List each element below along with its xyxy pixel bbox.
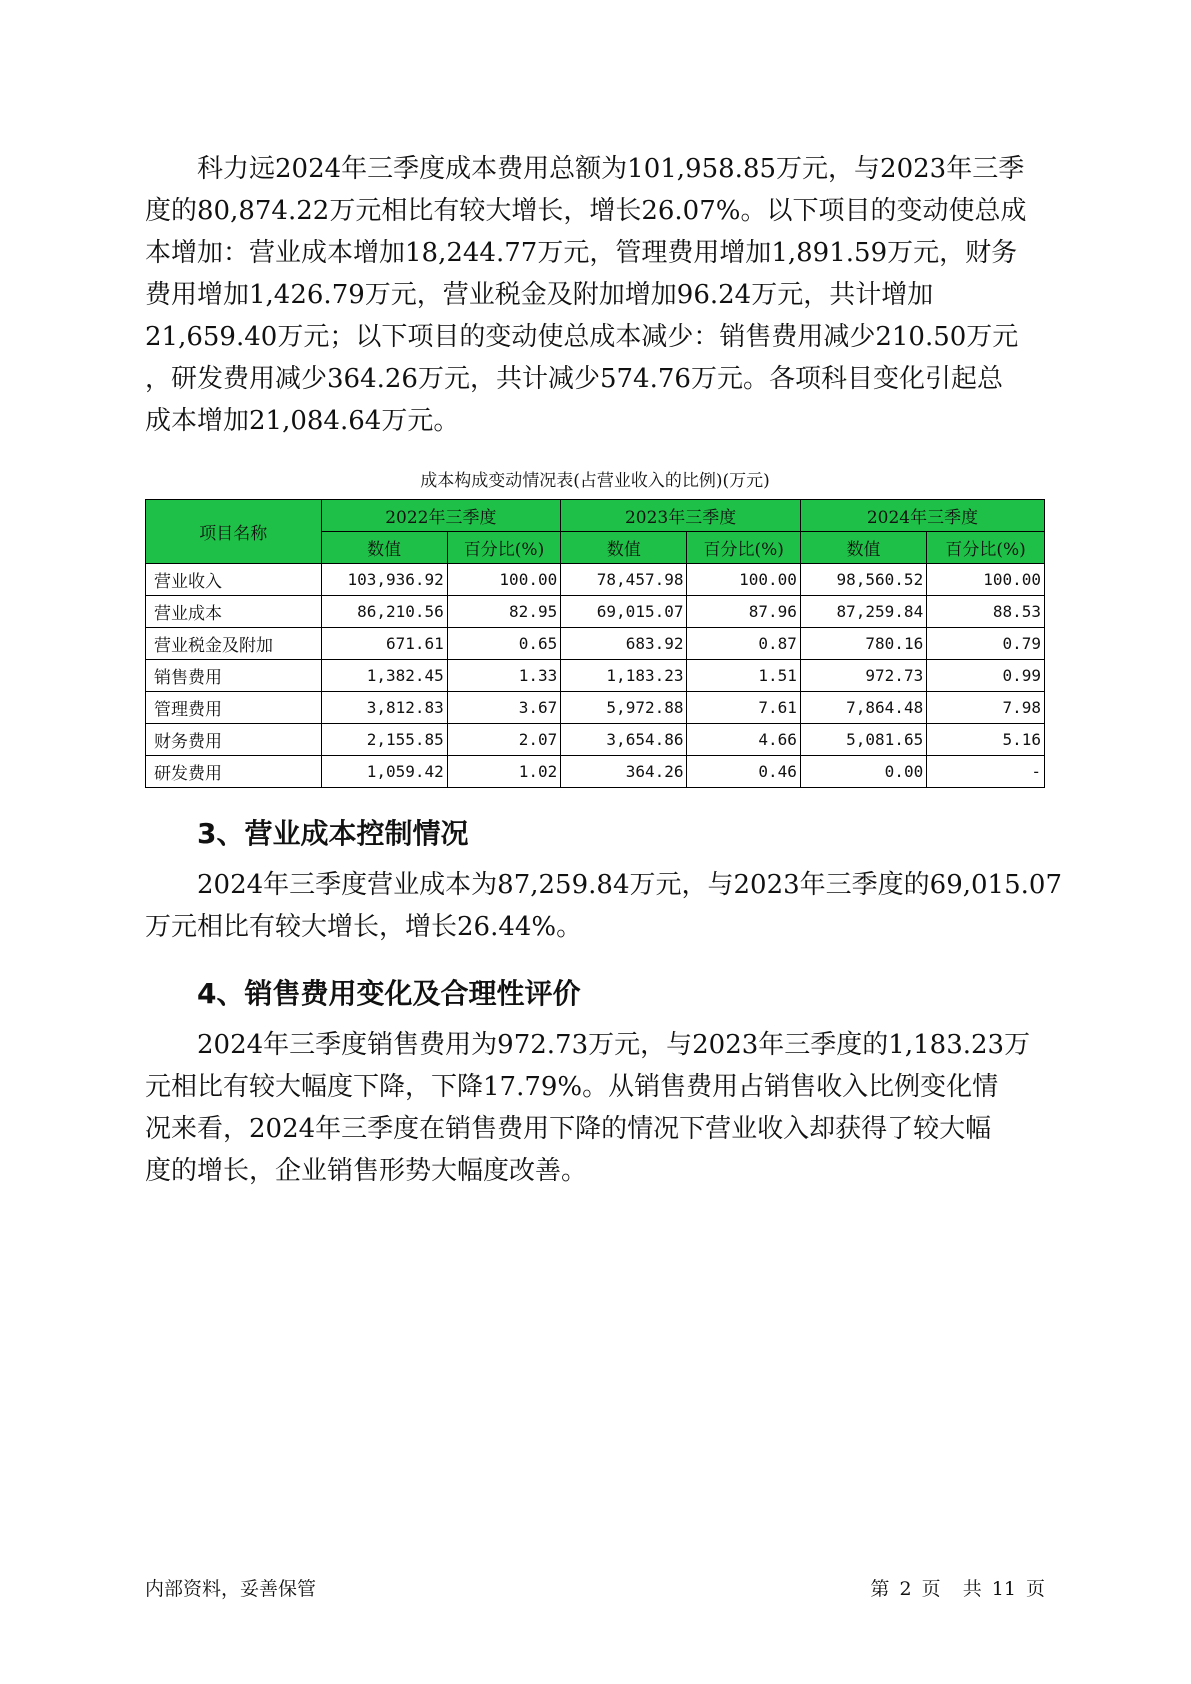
header-period: 2022年三季度 [321, 500, 561, 532]
section3-line: 万元相比有较大增长，增长26.44%。 [145, 912, 583, 942]
cell-value: 7,864.48 [800, 692, 926, 724]
cell-percent: 0.65 [447, 628, 560, 660]
section-heading: 3、营业成本控制情况 [197, 817, 469, 850]
cell-percent: 7.61 [687, 692, 800, 724]
section4-line: 元相比有较大幅度下降，下降17.79%。从销售费用占销售收入比例变化情 [145, 1072, 999, 1102]
page-current: 2 [899, 1578, 912, 1600]
cell-value: 1,382.45 [321, 660, 447, 692]
cell-value: 3,812.83 [321, 692, 447, 724]
subheader-percent: 百分比(%) [687, 532, 800, 564]
cell-percent: 5.16 [927, 724, 1045, 756]
cell-percent: 0.99 [927, 660, 1045, 692]
table-row [146, 756, 1045, 788]
section-heading: 4、销售费用变化及合理性评价 [197, 977, 581, 1010]
cell-percent: 1.51 [687, 660, 800, 692]
header-item-name: 项目名称 [146, 500, 322, 564]
cell-percent: 100.00 [687, 564, 800, 596]
cell-percent: 1.02 [447, 756, 560, 788]
intro-line: 费用增加1,426.79万元，营业税金及附加增加96.24万元，共计增加 [145, 280, 934, 310]
section3-paragraph [145, 864, 1062, 948]
subheader-percent: 百分比(%) [927, 532, 1045, 564]
section3-line: 2024年三季度营业成本为87,259.84万元，与2023年三季度的69,015.07 [197, 870, 1062, 900]
header-period: 2024年三季度 [800, 500, 1044, 532]
cell-value: 86,210.56 [321, 596, 447, 628]
cell-value: 98,560.52 [800, 564, 926, 596]
row-name: 管理费用 [146, 692, 322, 724]
cell-percent: - [927, 756, 1045, 788]
cell-percent: 0.87 [687, 628, 800, 660]
section4-paragraph [145, 1024, 1045, 1192]
page-prefix: 第 [870, 1578, 890, 1600]
row-name: 营业收入 [146, 564, 322, 596]
table-row [146, 628, 1045, 660]
intro-line: 科力远2024年三季度成本费用总额为101,958.85万元，与2023年三季 [197, 154, 1025, 184]
cell-value: 780.16 [800, 628, 926, 660]
row-name: 营业税金及附加 [146, 628, 322, 660]
footer-confidential-note: 内部资料，妥善保管 [145, 1578, 317, 1600]
cell-value: 5,081.65 [800, 724, 926, 756]
row-name: 销售费用 [146, 660, 322, 692]
cell-percent: 3.67 [447, 692, 560, 724]
row-name: 营业成本 [146, 596, 322, 628]
intro-line: ，研发费用减少364.26万元，共计减少574.76万元。各项科目变化引起总 [145, 364, 1003, 394]
cell-value: 0.00 [800, 756, 926, 788]
cost-structure-table [145, 499, 1045, 788]
cell-value: 5,972.88 [561, 692, 687, 724]
intro-paragraph [145, 148, 1045, 442]
table-row [146, 692, 1045, 724]
cell-value: 87,259.84 [800, 596, 926, 628]
total-prefix: 共 [962, 1578, 982, 1600]
page-total: 11 [991, 1578, 1016, 1600]
cell-value: 972.73 [800, 660, 926, 692]
intro-line: 度的80,874.22万元相比有较大增长，增长26.07%。以下项目的变动使总成 [145, 196, 1027, 226]
cell-percent: 4.66 [687, 724, 800, 756]
page-footer [145, 1574, 1045, 1601]
subheader-percent: 百分比(%) [447, 532, 560, 564]
table-caption: 成本构成变动情况表(占营业收入的比例)(万元) [420, 471, 770, 491]
cell-percent: 82.95 [447, 596, 560, 628]
section4-line: 2024年三季度销售费用为972.73万元，与2023年三季度的1,183.23万 [197, 1030, 1031, 1060]
row-name: 研发费用 [146, 756, 322, 788]
row-name: 财务费用 [146, 724, 322, 756]
cell-value: 683.92 [561, 628, 687, 660]
subheader-value: 数值 [800, 532, 926, 564]
table-row [146, 660, 1045, 692]
intro-line: 本增加：营业成本增加18,244.77万元，管理费用增加1,891.59万元，财务 [145, 238, 1018, 268]
intro-line: 21,659.40万元；以下项目的变动使总成本减少：销售费用减少210.50万元 [145, 322, 1019, 352]
cell-value: 1,183.23 [561, 660, 687, 692]
table-row [146, 596, 1045, 628]
cell-percent: 0.46 [687, 756, 800, 788]
table-header-row [146, 500, 1045, 532]
cell-value: 364.26 [561, 756, 687, 788]
cell-percent: 2.07 [447, 724, 560, 756]
cell-value: 2,155.85 [321, 724, 447, 756]
cell-percent: 100.00 [927, 564, 1045, 596]
section4-line: 况来看，2024年三季度在销售费用下降的情况下营业收入却获得了较大幅 [145, 1114, 992, 1144]
cell-value: 78,457.98 [561, 564, 687, 596]
cell-percent: 0.79 [927, 628, 1045, 660]
table-row [146, 724, 1045, 756]
table-row [146, 564, 1045, 596]
cell-value: 3,654.86 [561, 724, 687, 756]
cell-percent: 88.53 [927, 596, 1045, 628]
cell-percent: 87.96 [687, 596, 800, 628]
cell-value: 1,059.42 [321, 756, 447, 788]
document-page [145, 148, 1062, 1192]
cell-percent: 7.98 [927, 692, 1045, 724]
cell-value: 69,015.07 [561, 596, 687, 628]
cell-percent: 1.33 [447, 660, 560, 692]
cell-value: 671.61 [321, 628, 447, 660]
page-number [866, 1574, 1045, 1601]
cell-value: 103,936.92 [321, 564, 447, 596]
cell-percent: 100.00 [447, 564, 560, 596]
section4-line: 度的增长，企业销售形势大幅度改善。 [145, 1156, 588, 1186]
subheader-value: 数值 [561, 532, 687, 564]
header-period: 2023年三季度 [561, 500, 801, 532]
subheader-value: 数值 [321, 532, 447, 564]
page-suffix: 页 [921, 1578, 941, 1600]
total-suffix: 页 [1025, 1578, 1045, 1600]
intro-line: 成本增加21,084.64万元。 [145, 406, 460, 436]
